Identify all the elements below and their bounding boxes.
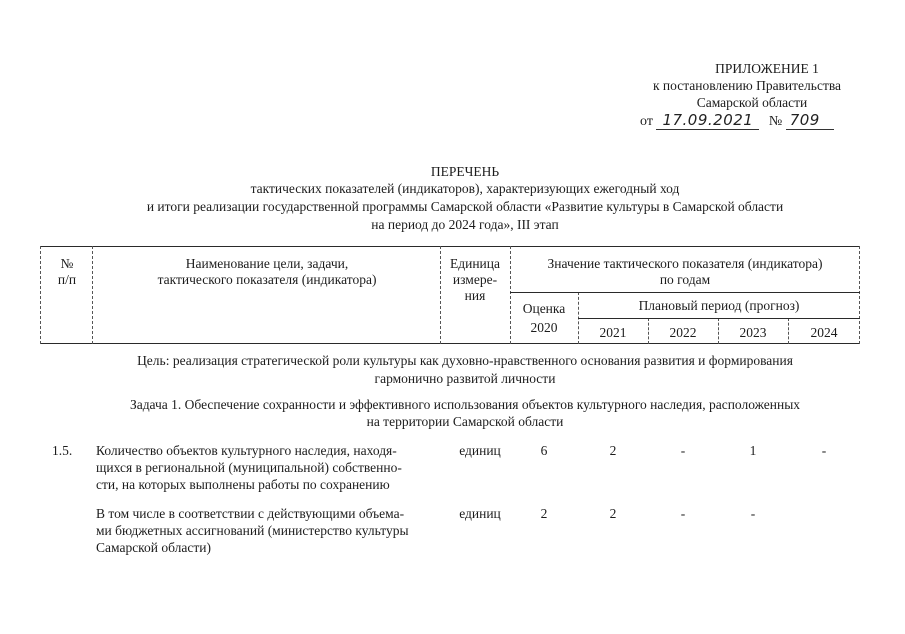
header-year-2021: 2021 bbox=[599, 325, 627, 340]
row-number: 1.5. bbox=[52, 443, 73, 458]
header-name: Наименование цели, задачи, тактического показателя (индикатора) bbox=[157, 256, 377, 287]
row-indicator-name: Количество объектов культурного наследия, находя- щихся в региональной (муниципальной) собственно- сти, на которых выполнены работы по сохранению bbox=[96, 443, 402, 492]
document-subtitle-line2: и итоги реализации государственной программы Самарской области «Развитие культуры в Самарской области bbox=[146, 199, 784, 214]
from-label: от bbox=[640, 114, 653, 129]
row-value-2021: 2 bbox=[609, 506, 617, 521]
document-subtitle-line1: тактических показателей (индикаторов), характеризующих ежегодный ход bbox=[250, 181, 680, 196]
row-unit: единиц bbox=[459, 506, 501, 521]
goal-line2: гармонично развитой личности bbox=[374, 371, 556, 386]
document-title: ПЕРЕЧЕНЬ bbox=[430, 164, 500, 179]
number-label: № bbox=[768, 114, 783, 129]
header-year-2023: 2023 bbox=[739, 325, 767, 340]
resolution-number: 709 bbox=[786, 111, 834, 130]
header-planned-period: Плановый период (прогноз) bbox=[638, 298, 800, 313]
row-value-2024: - bbox=[821, 443, 827, 458]
goal-line1: Цель: реализация стратегической роли культуры как духовно-нравственного основания развития и формирования bbox=[137, 353, 793, 368]
document-subtitle-line3: на период до 2024 года», III этап bbox=[371, 217, 559, 232]
row-indicator-name: В том числе в соответствии с действующими объема- ми бюджетных ассигнований (министерство культуры Самарской области) bbox=[96, 506, 409, 555]
appendix-region: Самарской области bbox=[696, 95, 808, 110]
row-value-2020: 6 bbox=[540, 443, 548, 458]
header-year-2024: 2024 bbox=[810, 325, 838, 340]
task-line2: на территории Самарской области bbox=[366, 414, 564, 429]
header-estimate: Оценка 2020 bbox=[522, 301, 566, 335]
row-value-2022: - bbox=[680, 443, 686, 458]
header-value: Значение тактического показателя (индикатора) по годам bbox=[547, 256, 823, 287]
row-value-2023: 1 bbox=[749, 443, 757, 458]
header-number: № п/п bbox=[57, 256, 77, 287]
row-value-2021: 2 bbox=[609, 443, 617, 458]
task-line1: Задача 1. Обеспечение сохранности и эффективного использования объектов культурного наследия, расположенных bbox=[129, 397, 801, 412]
row-value-2020: 2 bbox=[540, 506, 548, 521]
indicator-table-header bbox=[40, 246, 860, 344]
header-year-2022: 2022 bbox=[669, 325, 697, 340]
appendix-title: ПРИЛОЖЕНИЕ 1 bbox=[715, 61, 819, 76]
row-value-2022: - bbox=[680, 506, 686, 521]
row-unit: единиц bbox=[459, 443, 501, 458]
resolution-date-line bbox=[640, 111, 834, 130]
row-value-2023: - bbox=[750, 506, 756, 521]
resolution-date: 17.09.2021 bbox=[656, 111, 759, 130]
appendix-block bbox=[612, 60, 882, 111]
appendix-resolution: к постановлению Правительства bbox=[652, 78, 842, 93]
header-unit: Единица измере- ния bbox=[449, 256, 500, 303]
